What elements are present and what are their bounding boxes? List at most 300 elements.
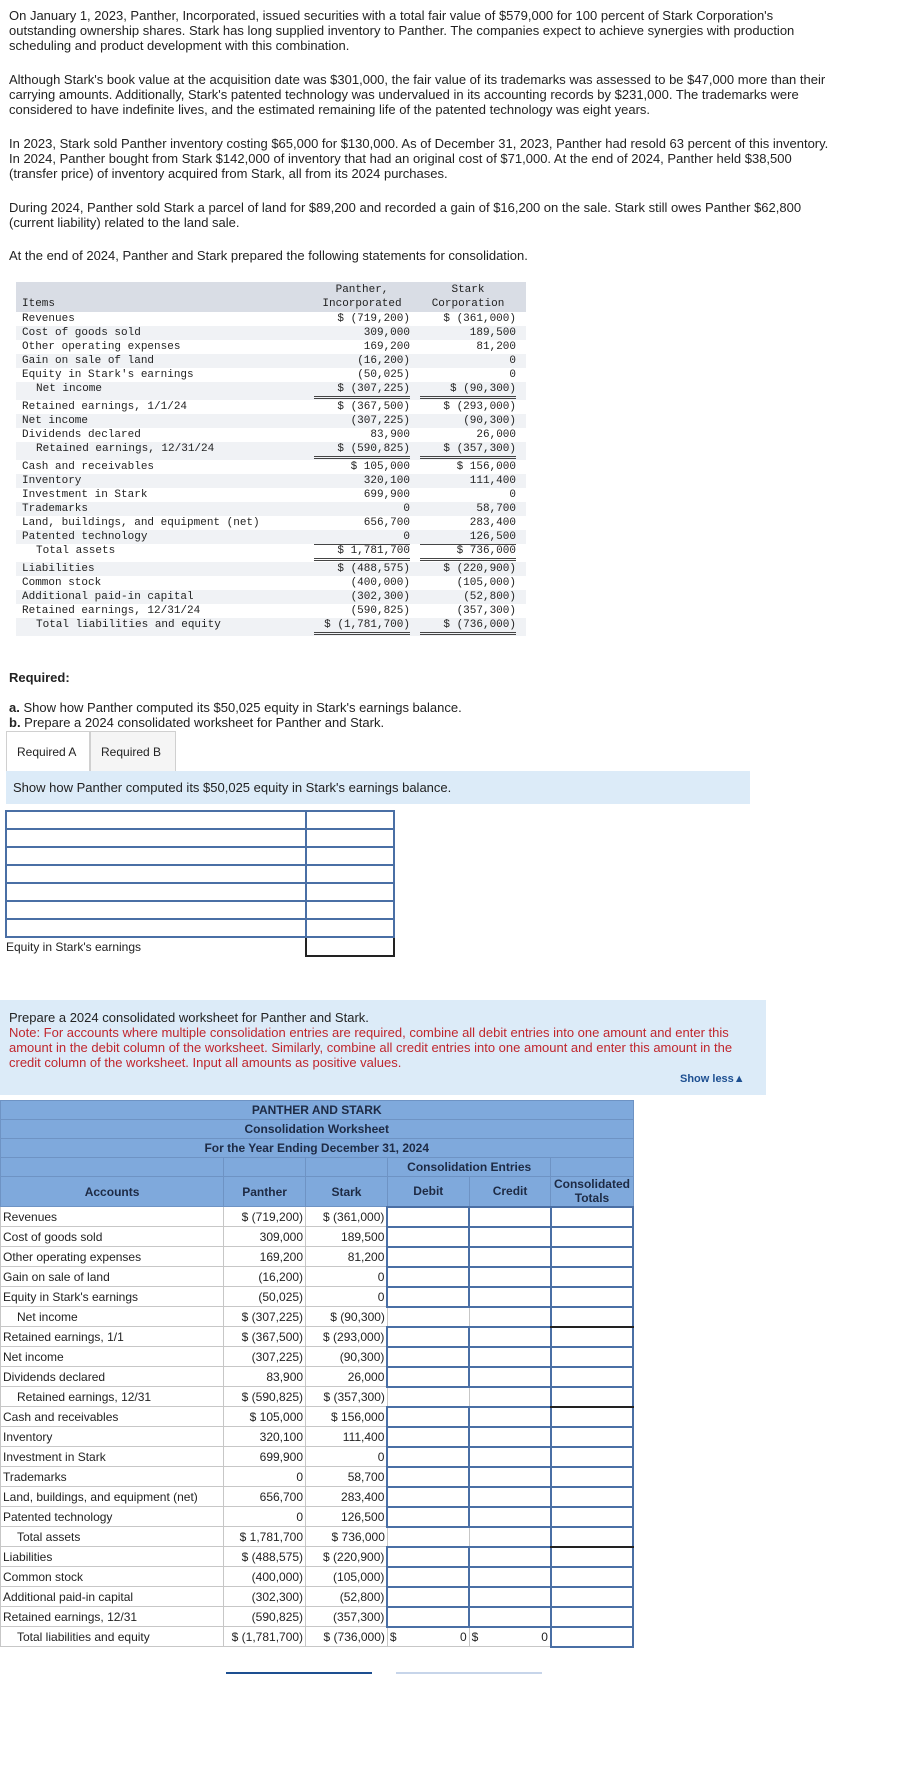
statement-stark-value: 0	[509, 355, 516, 367]
ws-credit-input[interactable]	[469, 1427, 551, 1447]
credit-header: Credit	[469, 1177, 551, 1207]
equity-computation-row	[6, 865, 394, 883]
statement-stark-value: 283,400	[469, 517, 516, 529]
ws-debit-input[interactable]	[387, 1587, 469, 1607]
equity-total-input[interactable]	[306, 937, 394, 956]
ws-credit-input[interactable]	[469, 1507, 551, 1527]
ws-debit-input[interactable]	[387, 1427, 469, 1447]
ws-account-label: Retained earnings, 12/31	[1, 1387, 224, 1407]
statement-panther-value: (50,025)	[314, 368, 410, 383]
ws-debit-input[interactable]	[387, 1407, 469, 1427]
statement-panther-value: (590,825)	[314, 604, 410, 619]
equity-computation-row	[6, 811, 394, 829]
debit-header: Debit	[387, 1177, 469, 1207]
statement-row-label: Equity in Stark's earnings	[22, 369, 194, 381]
statement-row-label: Total liabilities and equity	[36, 619, 221, 631]
statement-stark-value: $ (736,000)	[420, 618, 516, 635]
computation-amount-input[interactable]	[306, 865, 394, 883]
statement-panther-value: $ (1,781,700)	[314, 618, 410, 635]
statement-row	[16, 516, 526, 530]
statement-stark-value: $ 736,000	[420, 544, 516, 561]
ws-debit-input[interactable]	[387, 1547, 469, 1567]
ws-stark-value: 0	[306, 1267, 388, 1287]
statement-row	[16, 382, 526, 400]
tab-required-b[interactable]: Required B	[90, 731, 176, 772]
debit-total: 0	[459, 1629, 467, 1644]
ws-account-label: Retained earnings, 12/31	[1, 1607, 224, 1627]
statement-panther-value: (307,225)	[350, 415, 410, 427]
ws-account-label: Gain on sale of land	[1, 1267, 224, 1287]
statement-stark-value: 0	[509, 489, 516, 501]
credit-total: 0	[541, 1629, 548, 1644]
ws-stark-value: $ (90,300)	[306, 1307, 388, 1327]
ws-row	[1, 1367, 634, 1387]
ws-consolidated-input[interactable]	[551, 1507, 633, 1527]
statement-row	[16, 326, 526, 340]
ws-row	[1, 1607, 634, 1627]
statement-stark-value: 58,700	[476, 503, 516, 515]
ws-panther-value: (16,200)	[224, 1267, 306, 1287]
ws-panther-value: $ (307,225)	[224, 1307, 306, 1327]
ws-row	[1, 1207, 634, 1227]
statement-row-label: Patented technology	[22, 531, 148, 543]
required-b	[9, 715, 384, 730]
ws-footer-stark: $ (736,000)	[306, 1627, 388, 1647]
ws-credit-input[interactable]	[469, 1347, 551, 1367]
ws-row	[1, 1287, 634, 1307]
statement-stark-value: (90,300)	[463, 415, 516, 427]
ws-consolidated-input[interactable]	[551, 1287, 633, 1307]
ws-consolidated-input[interactable]	[551, 1387, 633, 1407]
ws-credit-input[interactable]	[469, 1287, 551, 1307]
worksheet-period: For the Year Ending December 31, 2024	[1, 1139, 634, 1158]
statement-header	[16, 282, 526, 312]
ws-debit-cell	[387, 1307, 469, 1327]
ws-stark-value: 189,500	[306, 1227, 388, 1247]
ws-panther-value: 699,900	[224, 1447, 306, 1467]
required-a-text: Show how Panther computed its $50,025 equity in Stark's earnings balance.	[19, 700, 462, 715]
ws-panther-value: $ (488,575)	[224, 1547, 306, 1567]
ws-stark-value: 58,700	[306, 1467, 388, 1487]
statement-row-label: Revenues	[22, 313, 75, 325]
ws-credit-input[interactable]	[469, 1407, 551, 1427]
ws-credit-cell	[469, 1307, 551, 1327]
statement-row-label: Net income	[36, 383, 103, 395]
ws-account-label: Cash and receivables	[1, 1407, 224, 1427]
ws-debit-cell	[387, 1387, 469, 1407]
ws-account-label: Land, buildings, and equipment (net)	[1, 1487, 224, 1507]
blank-header	[306, 1158, 388, 1177]
ws-account-label: Equity in Stark's earnings	[1, 1287, 224, 1307]
ws-stark-value: (52,800)	[306, 1587, 388, 1607]
ws-account-label: Other operating expenses	[1, 1247, 224, 1267]
ws-row	[1, 1527, 634, 1547]
statement-stark-value: $ (361,000)	[443, 313, 516, 325]
tab-required-a[interactable]: Required A	[6, 731, 90, 772]
statement-row-label: Cost of goods sold	[22, 327, 141, 339]
statement-row-label: Dividends declared	[22, 429, 141, 441]
computation-description-input[interactable]	[6, 883, 306, 901]
ws-debit-input[interactable]	[387, 1607, 469, 1627]
statement-panther-value: 656,700	[363, 517, 410, 529]
stark-header: Stark	[306, 1177, 388, 1207]
consolidation-entries-header: Consolidation Entries	[387, 1158, 551, 1177]
ws-account-label: Dividends declared	[1, 1367, 224, 1387]
computation-amount-input[interactable]	[306, 919, 394, 937]
statement-panther-value: 0	[314, 530, 410, 545]
computation-description-input[interactable]	[6, 901, 306, 919]
ws-stark-value: (357,300)	[306, 1607, 388, 1627]
problem-paragraph: During 2024, Panther sold Stark a parcel of land for $89,200 and recorded a gain of $16,200 on the sale. Stark still owes Panther $62,800 (current liability) related to the land sale.	[9, 200, 802, 230]
computation-amount-input[interactable]	[306, 829, 394, 847]
required-heading: Required:	[9, 670, 70, 685]
statement-row	[16, 474, 526, 488]
ws-debit-input[interactable]	[387, 1287, 469, 1307]
statement-row-label: Net income	[22, 415, 89, 427]
ws-panther-value: $ (719,200)	[224, 1207, 306, 1227]
ws-consolidated-input[interactable]	[551, 1367, 633, 1387]
ws-panther-value: 169,200	[224, 1247, 306, 1267]
items-label: Items	[22, 298, 56, 310]
ws-row	[1, 1507, 634, 1527]
ws-account-label: Net income	[1, 1347, 224, 1367]
statement-row	[16, 562, 526, 576]
ws-panther-value: $ 1,781,700	[224, 1527, 306, 1547]
ws-debit-cell	[387, 1527, 469, 1547]
ws-consolidated-input[interactable]	[551, 1527, 633, 1547]
panther-header-2: Incorporated	[322, 298, 402, 310]
statement-panther-value: 320,100	[363, 475, 410, 487]
ws-credit-cell	[469, 1527, 551, 1547]
statement-stark-value: (357,300)	[420, 604, 516, 619]
ws-account-label: Common stock	[1, 1567, 224, 1587]
statement-stark-value: (105,000)	[456, 577, 516, 589]
ws-panther-value: 0	[224, 1507, 306, 1527]
ws-debit-input[interactable]	[387, 1207, 469, 1227]
ws-debit-input[interactable]	[387, 1507, 469, 1527]
ws-consolidated-input[interactable]	[551, 1567, 633, 1587]
ws-debit-input[interactable]	[387, 1247, 469, 1267]
statement-row-label: Trademarks	[22, 503, 89, 515]
accounts-header: Accounts	[1, 1177, 224, 1207]
ws-row	[1, 1487, 634, 1507]
ws-consolidated-input[interactable]	[551, 1447, 633, 1467]
ws-stark-value: $ 736,000	[306, 1527, 388, 1547]
statement-row	[16, 618, 526, 636]
statement-panther-value: $ 1,781,700	[314, 544, 410, 561]
statement-row	[16, 442, 526, 460]
equity-computation-row	[6, 829, 394, 847]
ws-panther-value: (400,000)	[224, 1567, 306, 1587]
ws-stark-value: $ 156,000	[306, 1407, 388, 1427]
debit-sign: $	[389, 1629, 397, 1644]
ws-consolidated-input[interactable]	[551, 1407, 633, 1427]
statement-stark-value: 189,500	[469, 327, 516, 339]
statement-panther-value: 699,900	[363, 489, 410, 501]
ws-row	[1, 1267, 634, 1287]
statement-panther-value: 0	[403, 503, 410, 515]
statement-row-label: Cash and receivables	[22, 461, 155, 473]
statement-row	[16, 460, 526, 474]
ws-account-label: Additional paid-in capital	[1, 1587, 224, 1607]
computation-amount-input[interactable]	[306, 883, 394, 901]
stark-header-2: Corporation	[431, 298, 505, 310]
ws-credit-input[interactable]	[469, 1467, 551, 1487]
computation-amount-input[interactable]	[306, 901, 394, 919]
statement-stark-value: 126,500	[420, 530, 516, 545]
ws-row	[1, 1427, 634, 1447]
ws-debit-input[interactable]	[387, 1487, 469, 1507]
statement-stark-value: $ 156,000	[456, 461, 516, 473]
part-b-instruction: Prepare a 2024 consolidated worksheet for Panther and Stark.	[9, 1010, 369, 1025]
ws-consolidated-input[interactable]	[551, 1267, 633, 1287]
ws-panther-value: $ (367,500)	[224, 1327, 306, 1347]
ws-panther-value: (590,825)	[224, 1607, 306, 1627]
computation-description-input[interactable]	[6, 919, 306, 937]
ws-credit-input[interactable]	[469, 1267, 551, 1287]
required-a-prefix: a.	[9, 700, 20, 715]
statement-row	[16, 488, 526, 502]
statement-row	[16, 414, 526, 428]
ws-credit-input[interactable]	[469, 1547, 551, 1567]
ws-debit-input[interactable]	[387, 1327, 469, 1347]
ws-account-label: Inventory	[1, 1427, 224, 1447]
equity-computation-row	[6, 847, 394, 865]
ws-row	[1, 1407, 634, 1427]
ws-row	[1, 1567, 634, 1587]
ws-account-label: Investment in Stark	[1, 1447, 224, 1467]
statement-panther-value: (302,300)	[350, 591, 410, 603]
ws-credit-cell	[469, 1387, 551, 1407]
equity-computation-row	[6, 901, 394, 919]
ws-credit-input[interactable]	[469, 1367, 551, 1387]
statement-row-label: Land, buildings, and equipment (net)	[22, 517, 260, 529]
required-a	[9, 700, 462, 715]
computation-description-input[interactable]	[6, 811, 306, 829]
part-b-note: Note: For accounts where multiple consolidation entries are required, combine all debit entries into one amount and enter this amount in the debit column of the worksheet. Similarly, combine all credit entries into one amount and enter this amount in the credit column of the worksheet. Input all amounts as positive values.	[9, 1025, 733, 1070]
statement-row	[16, 368, 526, 382]
ws-debit-input[interactable]	[387, 1227, 469, 1247]
required-b-prefix: b.	[9, 715, 21, 730]
ws-credit-input[interactable]	[469, 1207, 551, 1227]
ws-stark-value: 126,500	[306, 1507, 388, 1527]
statement-row-label: Additional paid-in capital	[22, 591, 194, 603]
statement-row-label: Retained earnings, 12/31/24	[36, 443, 215, 455]
ws-row	[1, 1547, 634, 1567]
statement-panther-value: $ (719,200)	[337, 313, 410, 325]
ws-credit-input[interactable]	[469, 1247, 551, 1267]
ws-account-label: Net income	[1, 1307, 224, 1327]
consolidated-totals-header: Consolidated Totals	[551, 1177, 633, 1207]
ws-credit-input[interactable]	[469, 1587, 551, 1607]
part-b-instruction-box	[0, 1000, 766, 1095]
statement-panther-value: 83,900	[314, 428, 410, 443]
ws-debit-input[interactable]	[387, 1267, 469, 1287]
ws-consolidated-input[interactable]	[551, 1587, 633, 1607]
equity-computation-row	[6, 919, 394, 937]
statement-panther-value: $ (367,500)	[337, 401, 410, 413]
ws-panther-value: (302,300)	[224, 1587, 306, 1607]
blank-header	[551, 1158, 633, 1177]
ws-credit-input[interactable]	[469, 1487, 551, 1507]
ws-consolidated-input[interactable]	[551, 1427, 633, 1447]
ws-stark-value: 26,000	[306, 1367, 388, 1387]
statement-row-label: Total assets	[36, 545, 116, 557]
ws-consolidated-input[interactable]	[551, 1347, 633, 1367]
ws-stark-value: (105,000)	[306, 1567, 388, 1587]
computation-description-input[interactable]	[6, 829, 306, 847]
ws-consolidated-input[interactable]	[551, 1547, 633, 1567]
statement-stark-value: 111,400	[469, 475, 516, 487]
statement-row-label: Retained earnings, 12/31/24	[22, 605, 201, 617]
show-less-link[interactable]: Show less▲	[680, 1073, 745, 1085]
statement-row	[16, 340, 526, 354]
statement-row	[16, 400, 526, 414]
ws-credit-input[interactable]	[469, 1447, 551, 1467]
statement-row-label: Inventory	[22, 475, 82, 487]
ws-stark-value: 283,400	[306, 1487, 388, 1507]
ws-panther-value: $ 105,000	[224, 1407, 306, 1427]
statement-row-label: Liabilities	[22, 563, 95, 575]
computation-description-input[interactable]	[6, 865, 306, 883]
prev-nav-underline[interactable]	[226, 1672, 372, 1674]
ws-account-label: Revenues	[1, 1207, 224, 1227]
statement-panther-value: $ (488,575)	[337, 563, 410, 575]
ws-account-label: Liabilities	[1, 1547, 224, 1567]
ws-panther-value: (307,225)	[224, 1347, 306, 1367]
statement-panther-value: $ (307,225)	[314, 382, 410, 399]
statement-panther-value: (16,200)	[357, 355, 410, 367]
ws-row	[1, 1467, 634, 1487]
credit-sign: $	[471, 1629, 479, 1644]
ws-row	[1, 1307, 634, 1327]
stark-header-1: Stark	[451, 284, 485, 296]
ws-stark-value: $ (293,000)	[306, 1327, 388, 1347]
ws-footer-label: Total liabilities and equity	[1, 1627, 224, 1647]
problem-paragraph: In 2023, Stark sold Panther inventory costing $65,000 for $130,000. As of December 31, 2023, Panther had resold 63 percent of this inventory. In 2024, Panther bought from Stark $142,000 of inventory that had an original cost of $71,000. At the end of 2024, Panther held $38,500 (transfer price) of inventory acquired from Stark, all from its 2024 purchases.	[9, 136, 829, 181]
ws-debit-input[interactable]	[387, 1467, 469, 1487]
ws-stark-value: 0	[306, 1287, 388, 1307]
ws-stark-value: (90,300)	[306, 1347, 388, 1367]
statement-panther-value: 309,000	[363, 327, 410, 339]
statement-stark-value: $ (293,000)	[443, 401, 516, 413]
computation-description-input[interactable]	[6, 847, 306, 865]
ws-account-label: Cost of goods sold	[1, 1227, 224, 1247]
worksheet-subtitle: Consolidation Worksheet	[1, 1120, 634, 1139]
ws-credit-total	[469, 1627, 551, 1647]
ws-panther-value: $ (590,825)	[224, 1387, 306, 1407]
ws-debit-input[interactable]	[387, 1567, 469, 1587]
ws-consolidated-input[interactable]	[551, 1467, 633, 1487]
ws-consolidated-input[interactable]	[551, 1607, 633, 1627]
blank-header	[1, 1158, 224, 1177]
statement-row-label: Gain on sale of land	[22, 355, 155, 367]
ws-credit-input[interactable]	[469, 1227, 551, 1247]
statement-stark-value: (52,800)	[463, 591, 516, 603]
statement-row-label: Other operating expenses	[22, 341, 181, 353]
statement-panther-value: 169,200	[363, 341, 410, 353]
statement-row	[16, 312, 526, 326]
statement-stark-value: 26,000	[420, 428, 516, 443]
ws-total-consolidated-input[interactable]	[551, 1627, 633, 1647]
ws-panther-value: 320,100	[224, 1427, 306, 1447]
statement-panther-value: $ 105,000	[350, 461, 410, 473]
ws-consolidated-input[interactable]	[551, 1487, 633, 1507]
next-nav-underline[interactable]	[396, 1672, 542, 1674]
ws-panther-value: 309,000	[224, 1227, 306, 1247]
ws-stark-value: 81,200	[306, 1247, 388, 1267]
statement-row	[16, 576, 526, 590]
ws-consolidated-input[interactable]	[551, 1327, 633, 1347]
ws-panther-value: (50,025)	[224, 1287, 306, 1307]
ws-consolidated-input[interactable]	[551, 1307, 633, 1327]
ws-credit-input[interactable]	[469, 1327, 551, 1347]
equity-total-label: Equity in Stark's earnings	[6, 937, 306, 956]
ws-row	[1, 1227, 634, 1247]
ws-debit-input[interactable]	[387, 1447, 469, 1467]
statement-row	[16, 544, 526, 562]
equity-computation-table	[5, 810, 395, 957]
ws-footer-panther: $ (1,781,700)	[224, 1627, 306, 1647]
ws-debit-input[interactable]	[387, 1367, 469, 1387]
statement-row	[16, 502, 526, 516]
statement-panther-value: $ (590,825)	[314, 442, 410, 459]
ws-consolidated-input[interactable]	[551, 1207, 633, 1227]
statement-panther-value: (400,000)	[350, 577, 410, 589]
ws-debit-input[interactable]	[387, 1347, 469, 1367]
ws-account-label: Retained earnings, 1/1	[1, 1327, 224, 1347]
ws-account-label: Patented technology	[1, 1507, 224, 1527]
ws-panther-value: 0	[224, 1467, 306, 1487]
statement-row	[16, 530, 526, 544]
ws-credit-input[interactable]	[469, 1567, 551, 1587]
ws-stark-value: 0	[306, 1447, 388, 1467]
computation-amount-input[interactable]	[306, 811, 394, 829]
statement-stark-value: $ (357,300)	[420, 442, 516, 459]
problem-paragraph: Although Stark's book value at the acquisition date was $301,000, the fair value of its trademarks was assessed to be $47,000 more than their carrying amounts. Additionally, Stark's patented technology was undervalued in its accounting records by $231,000. The trademarks were considered to have indefinite lives, and the estimated remaining life of the patented technology was eight years.	[9, 72, 826, 117]
part-a-instruction: Show how Panther computed its $50,025 equity in Stark's earnings balance.	[6, 771, 750, 804]
statement-stark-value: 0	[420, 368, 516, 383]
problem-paragraph: At the end of 2024, Panther and Stark prepared the following statements for consolidation.	[9, 248, 528, 263]
ws-credit-input[interactable]	[469, 1607, 551, 1627]
ws-panther-value: 656,700	[224, 1487, 306, 1507]
required-b-text: Prepare a 2024 consolidated worksheet for Panther and Stark.	[20, 715, 385, 730]
consolidation-worksheet	[0, 1100, 634, 1648]
ws-consolidated-input[interactable]	[551, 1247, 633, 1267]
ws-stark-value: $ (357,300)	[306, 1387, 388, 1407]
statement-row	[16, 604, 526, 618]
statement-row-label: Common stock	[22, 577, 102, 589]
statement-stark-value: $ (90,300)	[420, 382, 516, 399]
blank-header	[224, 1158, 306, 1177]
problem-paragraph: On January 1, 2023, Panther, Incorporated, issued securities with a total fair value of $579,000 for 100 percent of Stark Corporation's outstanding ownership shares. Stark has long supplied inventory to Panther. The companies expect to achieve synergies with production scheduling and product development with this combination.	[9, 8, 795, 53]
statement-row	[16, 590, 526, 604]
ws-row	[1, 1327, 634, 1347]
ws-account-label: Trademarks	[1, 1467, 224, 1487]
panther-header: Panther	[224, 1177, 306, 1207]
statement-row	[16, 354, 526, 368]
ws-debit-total	[387, 1627, 469, 1647]
ws-consolidated-input[interactable]	[551, 1227, 633, 1247]
statement-stark-value: $ (220,900)	[443, 563, 516, 575]
ws-row	[1, 1387, 634, 1407]
statement-stark-value: 81,200	[476, 341, 516, 353]
statement-row-label: Investment in Stark	[22, 489, 148, 501]
equity-computation-row	[6, 883, 394, 901]
ws-row	[1, 1247, 634, 1267]
computation-amount-input[interactable]	[306, 847, 394, 865]
ws-stark-value: $ (361,000)	[306, 1207, 388, 1227]
